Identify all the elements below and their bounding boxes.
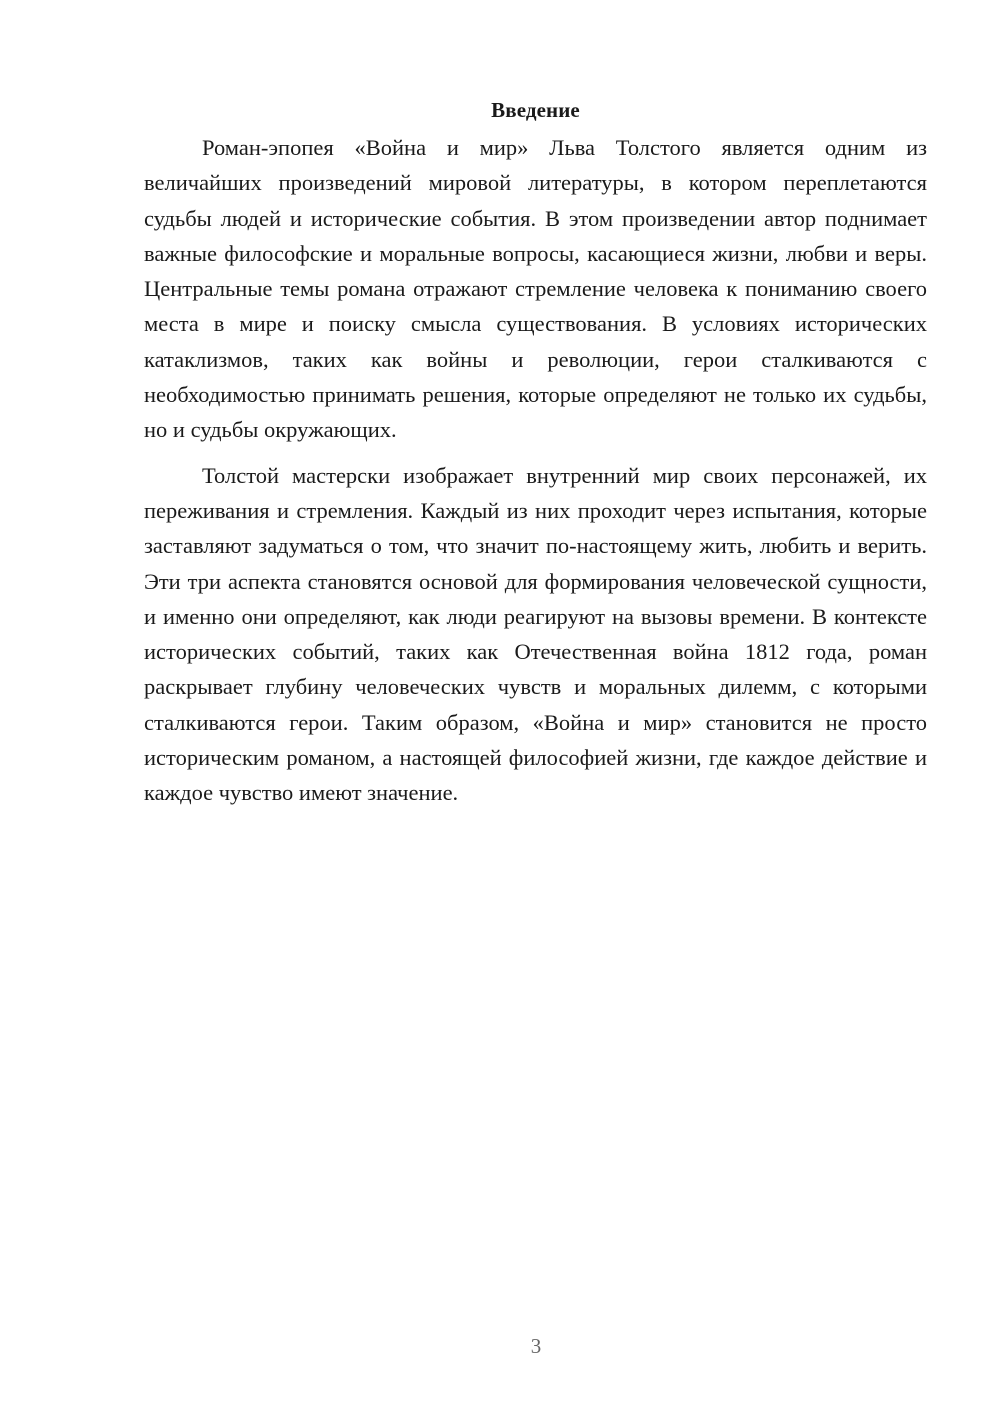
page-content: [144, 96, 927, 811]
page-number: 3: [530, 1334, 542, 1358]
paragraph-1: Роман-эпопея «Война и мир» Льва Толстого является одним из величайших произведений мировой литературы, в котором переплетаются судьбы людей и исторические события. В этом произведении автор поднимает важные философские и моральные вопросы, касающиеся жизни, любви и веры. Центральные темы романа отражают стремление человека к пониманию своего места в мире и поиску смысла существования. В условиях исторических катаклизмов, таких как войны и революции, герои сталкиваются с необходимостью принимать решения, которые определяют не только их судьбы, но и судьбы окружающих.: [144, 135, 927, 443]
section-title: Введение: [491, 98, 580, 122]
paragraph-2: Толстой мастерски изображает внутренний мир своих персонажей, их переживания и стремления. Каждый из них проходит через испытания, которые заставляют задуматься о том, что значит по-настоящему жить, любить и верить. Эти три аспекта становятся основой для формирования человеческой сущности, и именно они определяют, как люди реагируют на вызовы времени. В контексте исторических событий, таких как Отечественная война 1812 года, роман раскрывает глубину человеческих чувств и моральных дилемм, с которыми сталкиваются герои. Таким образом, «Война и мир» становится не просто историческим романом, а настоящей философией жизни, где каждое действие и каждое чувство имеют значение.: [144, 462, 927, 806]
